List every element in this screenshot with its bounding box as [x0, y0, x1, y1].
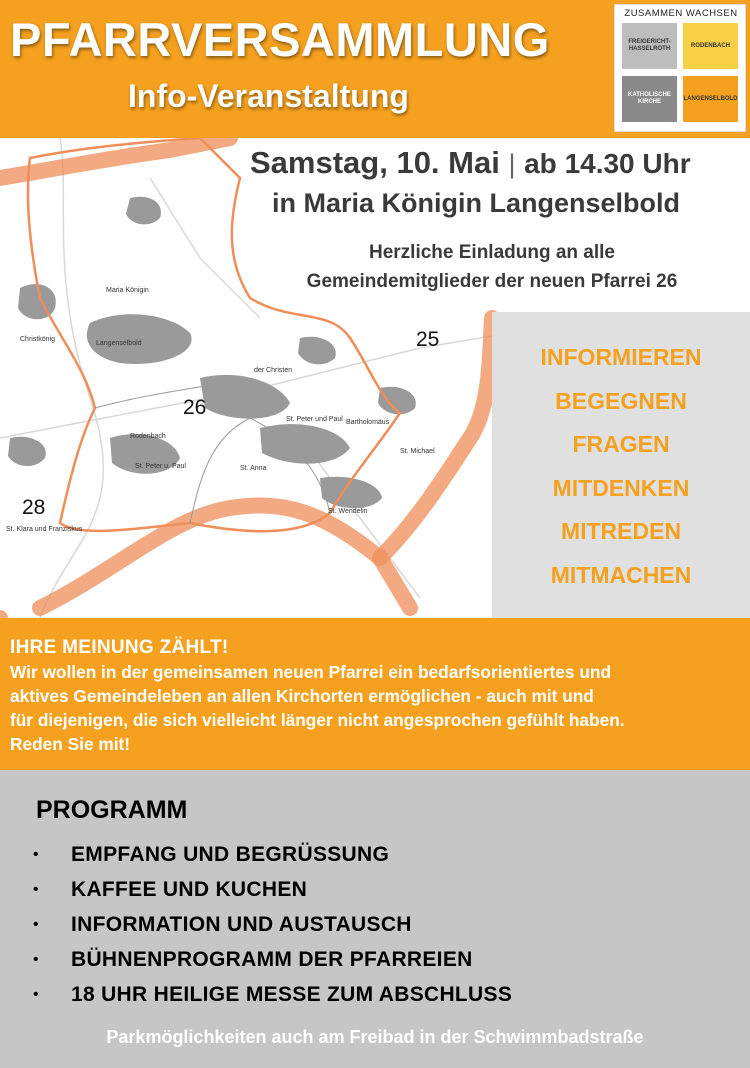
invitation-line-2: Gemeindemitglieder der neuen Pfarrei 26 [306, 271, 678, 292]
opinion-line-4: Reden Sie mit! [10, 734, 131, 754]
opinion-line-3: für diejenigen, die sich vielleicht länger nicht angesprochen gefühlt haben. [10, 710, 625, 730]
program-list [0, 843, 750, 1018]
map-label-maria-koenigin: Maria Königin [106, 287, 149, 294]
program-item-label: EMPFANG UND BEGRÜSSUNG [71, 843, 390, 866]
map-number-28: 28 [22, 496, 46, 519]
event-date: Samstag, 10. Mai [250, 145, 500, 180]
program-item-label: KAFFEE UND KUCHEN [71, 878, 308, 901]
list-item [0, 843, 750, 878]
invitation-text [262, 238, 722, 296]
map-label-st-peter-u-paul: St. Peter u. Paul [135, 463, 186, 470]
map-label-st-peter-und-paul: St. Peter und Paul [286, 416, 343, 423]
program-item-label: INFORMATION UND AUSTAUSCH [71, 913, 412, 936]
map-label-langenselbold: Langenselbold [96, 340, 142, 347]
list-item [0, 948, 750, 983]
opinion-heading: IHRE MEINUNG ZÄHLT! [10, 637, 229, 658]
program-heading: PROGRAMM [36, 796, 188, 824]
bullet-icon: • [33, 916, 39, 933]
zusammen-wachsen-logo [614, 4, 746, 132]
event-time: ab 14.30 Uhr [524, 148, 691, 179]
action-fragen: FRAGEN [572, 431, 670, 457]
bullet-icon: • [33, 846, 39, 863]
map-label-rodenbach: Rodenbach [130, 433, 166, 440]
event-location: in Maria Königin Langenselbold [272, 188, 681, 218]
program-item-label: BÜHNENPROGRAMM DER PFARREIEN [71, 948, 473, 971]
logo-heading: ZUSAMMEN WACHSEN [624, 8, 738, 19]
puzzle-piece-katholische-kirche: KATHOLISCHE KIRCHE [622, 76, 677, 122]
program-item-label: 18 UHR HEILIGE MESSE ZUM ABSCHLUSS [71, 983, 513, 1006]
event-date-line [250, 145, 691, 181]
list-item [0, 913, 750, 948]
bullet-icon: • [33, 986, 39, 1003]
puzzle-piece-langenselbold: LANGENSELBOLD [683, 76, 738, 122]
date-separator: | [508, 149, 516, 179]
opinion-line-1: Wir wollen in der gemeinsamen neuen Pfarrei ein bedarfsorientiertes und [10, 662, 611, 682]
map-label-bartholomaeus: Bartholomäus [346, 419, 390, 426]
puzzle-piece-freigericht: FREIGERICHT-HASSELROTH [622, 23, 677, 69]
opinion-line-2: aktives Gemeindeleben an allen Kirchorten ermöglichen - auch mit und [10, 686, 594, 706]
map-label-st-wendelin: St. Wendelin [328, 508, 368, 515]
opinion-section [0, 618, 750, 770]
program-section [0, 770, 750, 1068]
puzzle-piece-rodenbach: RODENBACH [683, 23, 738, 69]
poster-subtitle: Info-Veranstaltung [128, 78, 409, 114]
map-label-der-christen: der Christen [254, 367, 293, 374]
map-label-st-michael: St. Michael [400, 448, 435, 455]
actions-panel [492, 312, 750, 618]
map-label-christkoenig: Christkönig [20, 336, 56, 343]
invitation-line-1: Herzliche Einladung an alle [368, 242, 615, 263]
action-mitmachen: MITMACHEN [550, 561, 692, 588]
action-informieren: INFORMIEREN [540, 344, 702, 370]
poster-title: PFARRVERSAMMLUNG [10, 13, 550, 66]
parking-note: Parkmöglichkeiten auch am Freibad in der Schwimmbadstraße [106, 1027, 644, 1047]
map-number-25: 25 [416, 328, 440, 351]
list-item [0, 878, 750, 913]
map-label-st-anna: St. Anna [240, 465, 267, 472]
bullet-icon: • [33, 951, 39, 968]
action-begegnen: BEGEGNEN [555, 387, 687, 414]
action-mitreden: MITREDEN [560, 518, 682, 544]
list-item [0, 983, 750, 1018]
map-label-st-klara-und-franziskus: St. Klara und Franziskus [6, 526, 83, 533]
bullet-icon: • [33, 881, 39, 898]
map-number-26: 26 [183, 396, 207, 419]
action-mitdenken: MITDENKEN [552, 474, 690, 501]
